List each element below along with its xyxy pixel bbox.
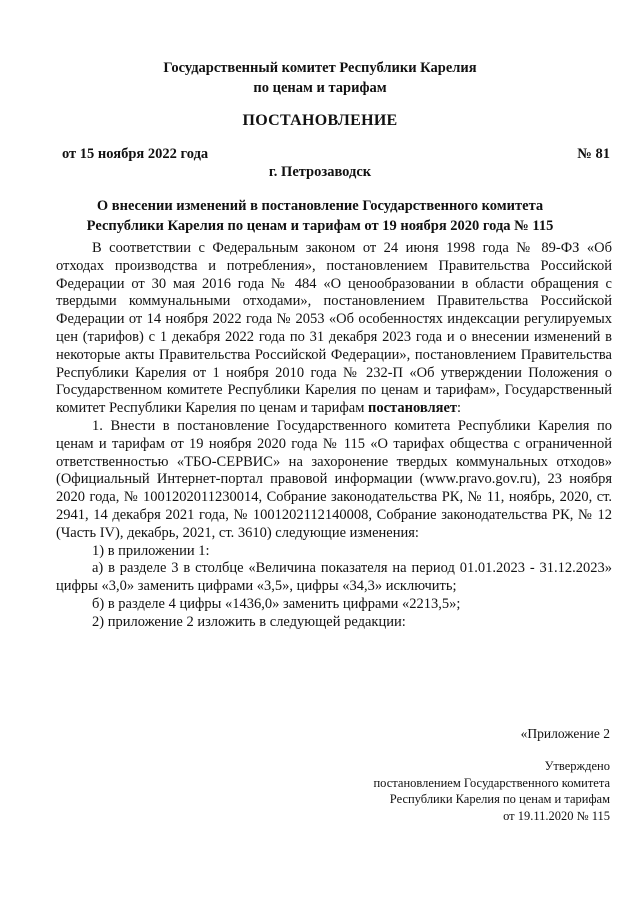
preamble-paragraph	[56, 240, 612, 418]
org-line-2: по ценам и тарифам	[253, 80, 387, 96]
sub-item-2: 2) приложение 2 изложить в следующей редакции:	[92, 613, 406, 630]
approval-line-1: постановлением Государственного комитета	[373, 775, 610, 790]
issuing-organization	[0, 58, 640, 98]
document-city: г. Петрозаводск	[268, 164, 372, 180]
sub-item-1: 1) в приложении 1:	[92, 542, 210, 559]
document-date: от 15 ноября 2022 года	[62, 146, 209, 162]
approval-block	[373, 758, 610, 824]
subject-line-1: О внесении изменений в постановление Государственного комитета	[96, 198, 544, 214]
item-1-paragraph: 1. Внести в постановление Государственного комитета Республики Карелия по ценам и тарифам от 19 ноября 2020 года № 115 «О тарифах общества с ограниченной ответственностью «ТБО-СЕРВИС» на захоронение твердых коммунальных отходов» (Официальный Интернет-портал правовой информации (www.pravo.gov.ru), 23 ноября 2020 года, № 1001202011230014, Собрание законодательства РК, № 11, ноябрь, 2020, ст. 2941, 14 декабря 2021 года, № 1001202112140008, Собрание законодательства РК, № 12 (Часть IV), декабрь, 2021, ст. 3610) следующие изменения:	[56, 417, 612, 541]
sub-item-1b: б) в разделе 4 цифры «1436,0» заменить цифрами «2213,5»;	[92, 595, 461, 612]
document-subject	[0, 196, 640, 236]
org-line-1: Государственный комитет Республики Карелия	[163, 60, 477, 76]
decree-colon: :	[457, 400, 462, 417]
subject-line-2: Республики Карелия по ценам и тарифам от 19 ноября 2020 года № 115	[86, 218, 554, 234]
document-type: ПОСТАНОВЛЕНИЕ	[242, 112, 398, 129]
document-body	[56, 240, 612, 632]
approved-word: Утверждено	[544, 759, 610, 773]
decree-word: постановляет	[368, 400, 458, 417]
approval-line-3: от 19.11.2020 № 115	[503, 808, 610, 823]
sub-item-1a: а) в разделе 3 в столбце «Величина показателя на период 01.01.2023 - 31.12.2023» цифры «3,0» заменить цифрами «3,5», цифры «34,3» исключить;	[56, 560, 612, 595]
preamble-text: В соответствии с Федеральным законом от 24 июня 1998 года № 89-ФЗ «Об отходах производства и потребления», постановлением Правительства Российской Федерации от 30 мая 2016 года № 484 «О ценообразовании в области обращения с твердыми коммунальными отходами», постановлением Правительства Российской Федерации от 14 ноября 2022 года № 2053 «Об особенностях индексации регулируемых цен (тарифов) с 1 декабря 2022 года по 31 декабря 2023 года и о внесении изменений в некоторые акты Правительства Российской Федерации», постановлением Правительства Республики Карелия от 1 ноября 2010 года № 232-П «Об утверждении Положения о Государственном комитете Республики Карелия по ценам и тарифам», Государственный комитет Республики Карелия по ценам и тарифам	[56, 240, 612, 417]
approval-line-2: Республики Карелия по ценам и тарифам	[389, 792, 610, 806]
appendix-label: «Приложение 2	[520, 726, 610, 741]
document-number: № 81	[577, 146, 610, 162]
